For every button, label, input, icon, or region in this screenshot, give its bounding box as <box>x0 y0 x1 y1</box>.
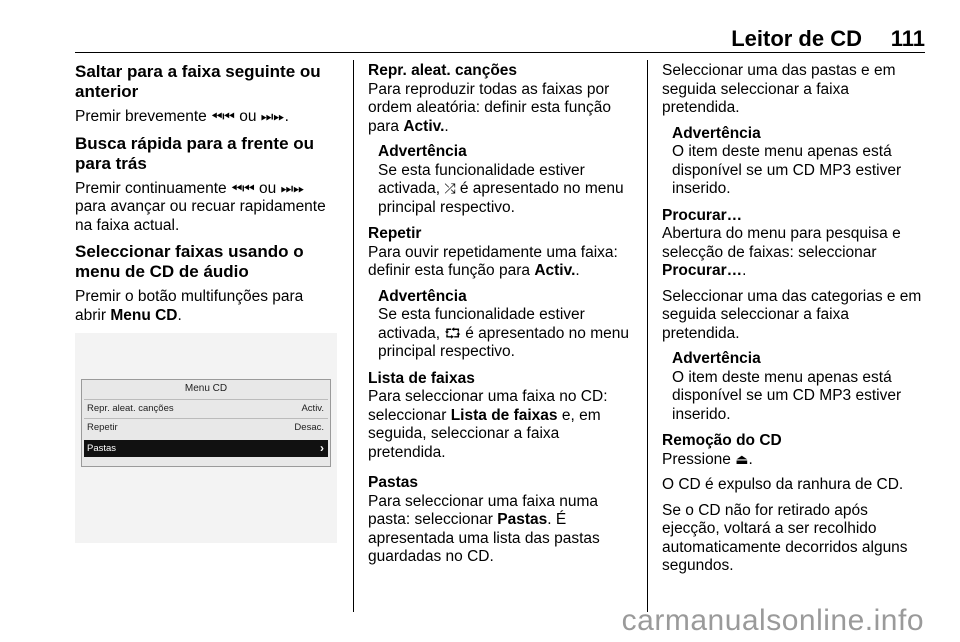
column-2 <box>368 62 633 574</box>
search-text: Abertura do menu para pesquisa e selecção de faixas: seleccionar Procurar…. <box>662 225 901 279</box>
display-title: Menu CD <box>184 383 228 394</box>
eject-icon: ⏏︎ <box>735 451 749 468</box>
note-title: Advertência <box>672 124 761 142</box>
note-mp3-folders: Advertência O item deste menu apenas está disponível se um CD MP3 estiver inserido. <box>672 125 927 199</box>
next-track-icon: ⏭︎⏩︎ <box>260 109 285 125</box>
display-row-repeat[interactable]: Repetir Desac. <box>84 418 328 436</box>
column-3 <box>662 62 927 583</box>
select-category-text: Seleccionar uma das categorias e em seguida seleccionar a faixa pretendida. <box>662 287 922 342</box>
repeat-icon: ⮔ <box>444 325 461 342</box>
note-repeat: Advertência Se esta funcionalidade estiver activada, ⮔ é apresentado no menu principal respectivo. <box>378 288 633 362</box>
heading-search: Procurar… <box>662 206 743 224</box>
watermark: carmanualsonline.info <box>621 604 924 637</box>
eject-result-text: O CD é expulso da ranhura de CD. <box>662 476 904 493</box>
section-heading-fast-search: Busca rápida para a frente ou para trás <box>75 133 315 173</box>
chevron-right-icon: › <box>320 441 324 455</box>
heading-folders: Pastas <box>368 474 418 491</box>
note-title: Advertência <box>378 287 467 305</box>
column-divider-1 <box>353 60 354 612</box>
heading-shuffle: Repr. aleat. canções <box>368 62 518 79</box>
chapter-title: Leitor de CD <box>731 26 862 51</box>
reload-text: Se o CD não for retirado após ejecção, voltará a ser recolhido automaticamente decorridos alguns segundos. <box>662 501 908 574</box>
section-heading-skip-track: Saltar para a faixa seguinte ou anterior <box>75 62 321 101</box>
fast-search-text: Premir continuamente ⏪︎⏮︎ ou ⏭︎⏩︎ para avançar ou recuar rapidamente na faixa actual. <box>75 179 326 234</box>
heading-remove-cd: Remoção do CD <box>662 432 782 449</box>
menu-cd-screen-photo <box>75 333 337 543</box>
eject-text: Pressione ⏏︎. <box>662 450 753 468</box>
page-number: 111 <box>890 26 925 51</box>
page-header <box>0 0 960 50</box>
repeat-text: Para ouvir repetidamente uma faixa: definir esta função para Activ.. <box>368 243 618 279</box>
fast-forward-icon: ⏭︎⏩︎ <box>280 180 305 197</box>
shuffle-text: Para reproduzir todas as faixas por ordem aleatória: definir esta função para Activ.. <box>368 80 611 135</box>
rewind-icon: ⏪︎⏮︎ <box>230 180 255 197</box>
select-tracks-text: Premir o botão multifunções para abrir Menu CD. <box>75 288 304 324</box>
display-row-folders-selected[interactable]: Pastas › <box>84 440 328 457</box>
folders-text: Para seleccionar uma faixa numa pasta: seleccionar Pastas. É apresentada uma lista das pastas guardadas no CD. <box>368 492 600 565</box>
note-shuffle: Advertência Se esta funcionalidade estiver activada, ⤮ é apresentado no menu principal respectivo. <box>378 143 633 217</box>
track-list-text: Para seleccionar uma faixa no CD: seleccionar Lista de faixas e, em seguida, seleccionar a faixa pretendida. <box>368 388 608 461</box>
note-title: Advertência <box>378 143 467 160</box>
header-divider <box>75 52 925 53</box>
display-row-shuffle[interactable]: Repr. aleat. canções Activ. <box>84 399 328 417</box>
column-divider-2 <box>647 60 648 612</box>
shuffle-icon: ⤮ <box>444 181 456 197</box>
previous-track-icon: ⏪︎⏮︎ <box>211 109 235 125</box>
heading-track-list: Lista de faixas <box>368 369 475 387</box>
skip-track-text: Premir brevemente ⏪︎⏮︎ ou ⏭︎⏩︎. <box>75 108 289 125</box>
column-1 <box>75 62 337 543</box>
section-heading-select-tracks: Seleccionar faixas usando o menu de CD de áudio <box>75 242 304 281</box>
heading-repeat: Repetir <box>368 225 422 242</box>
menu-cd-display <box>81 379 331 467</box>
select-folder-text: Seleccionar uma das pastas e em seguida seleccionar a faixa pretendida. <box>662 62 896 116</box>
note-mp3-search: Advertência O item deste menu apenas está disponível se um CD MP3 estiver inserido. <box>672 350 927 424</box>
note-title: Advertência <box>672 350 761 367</box>
